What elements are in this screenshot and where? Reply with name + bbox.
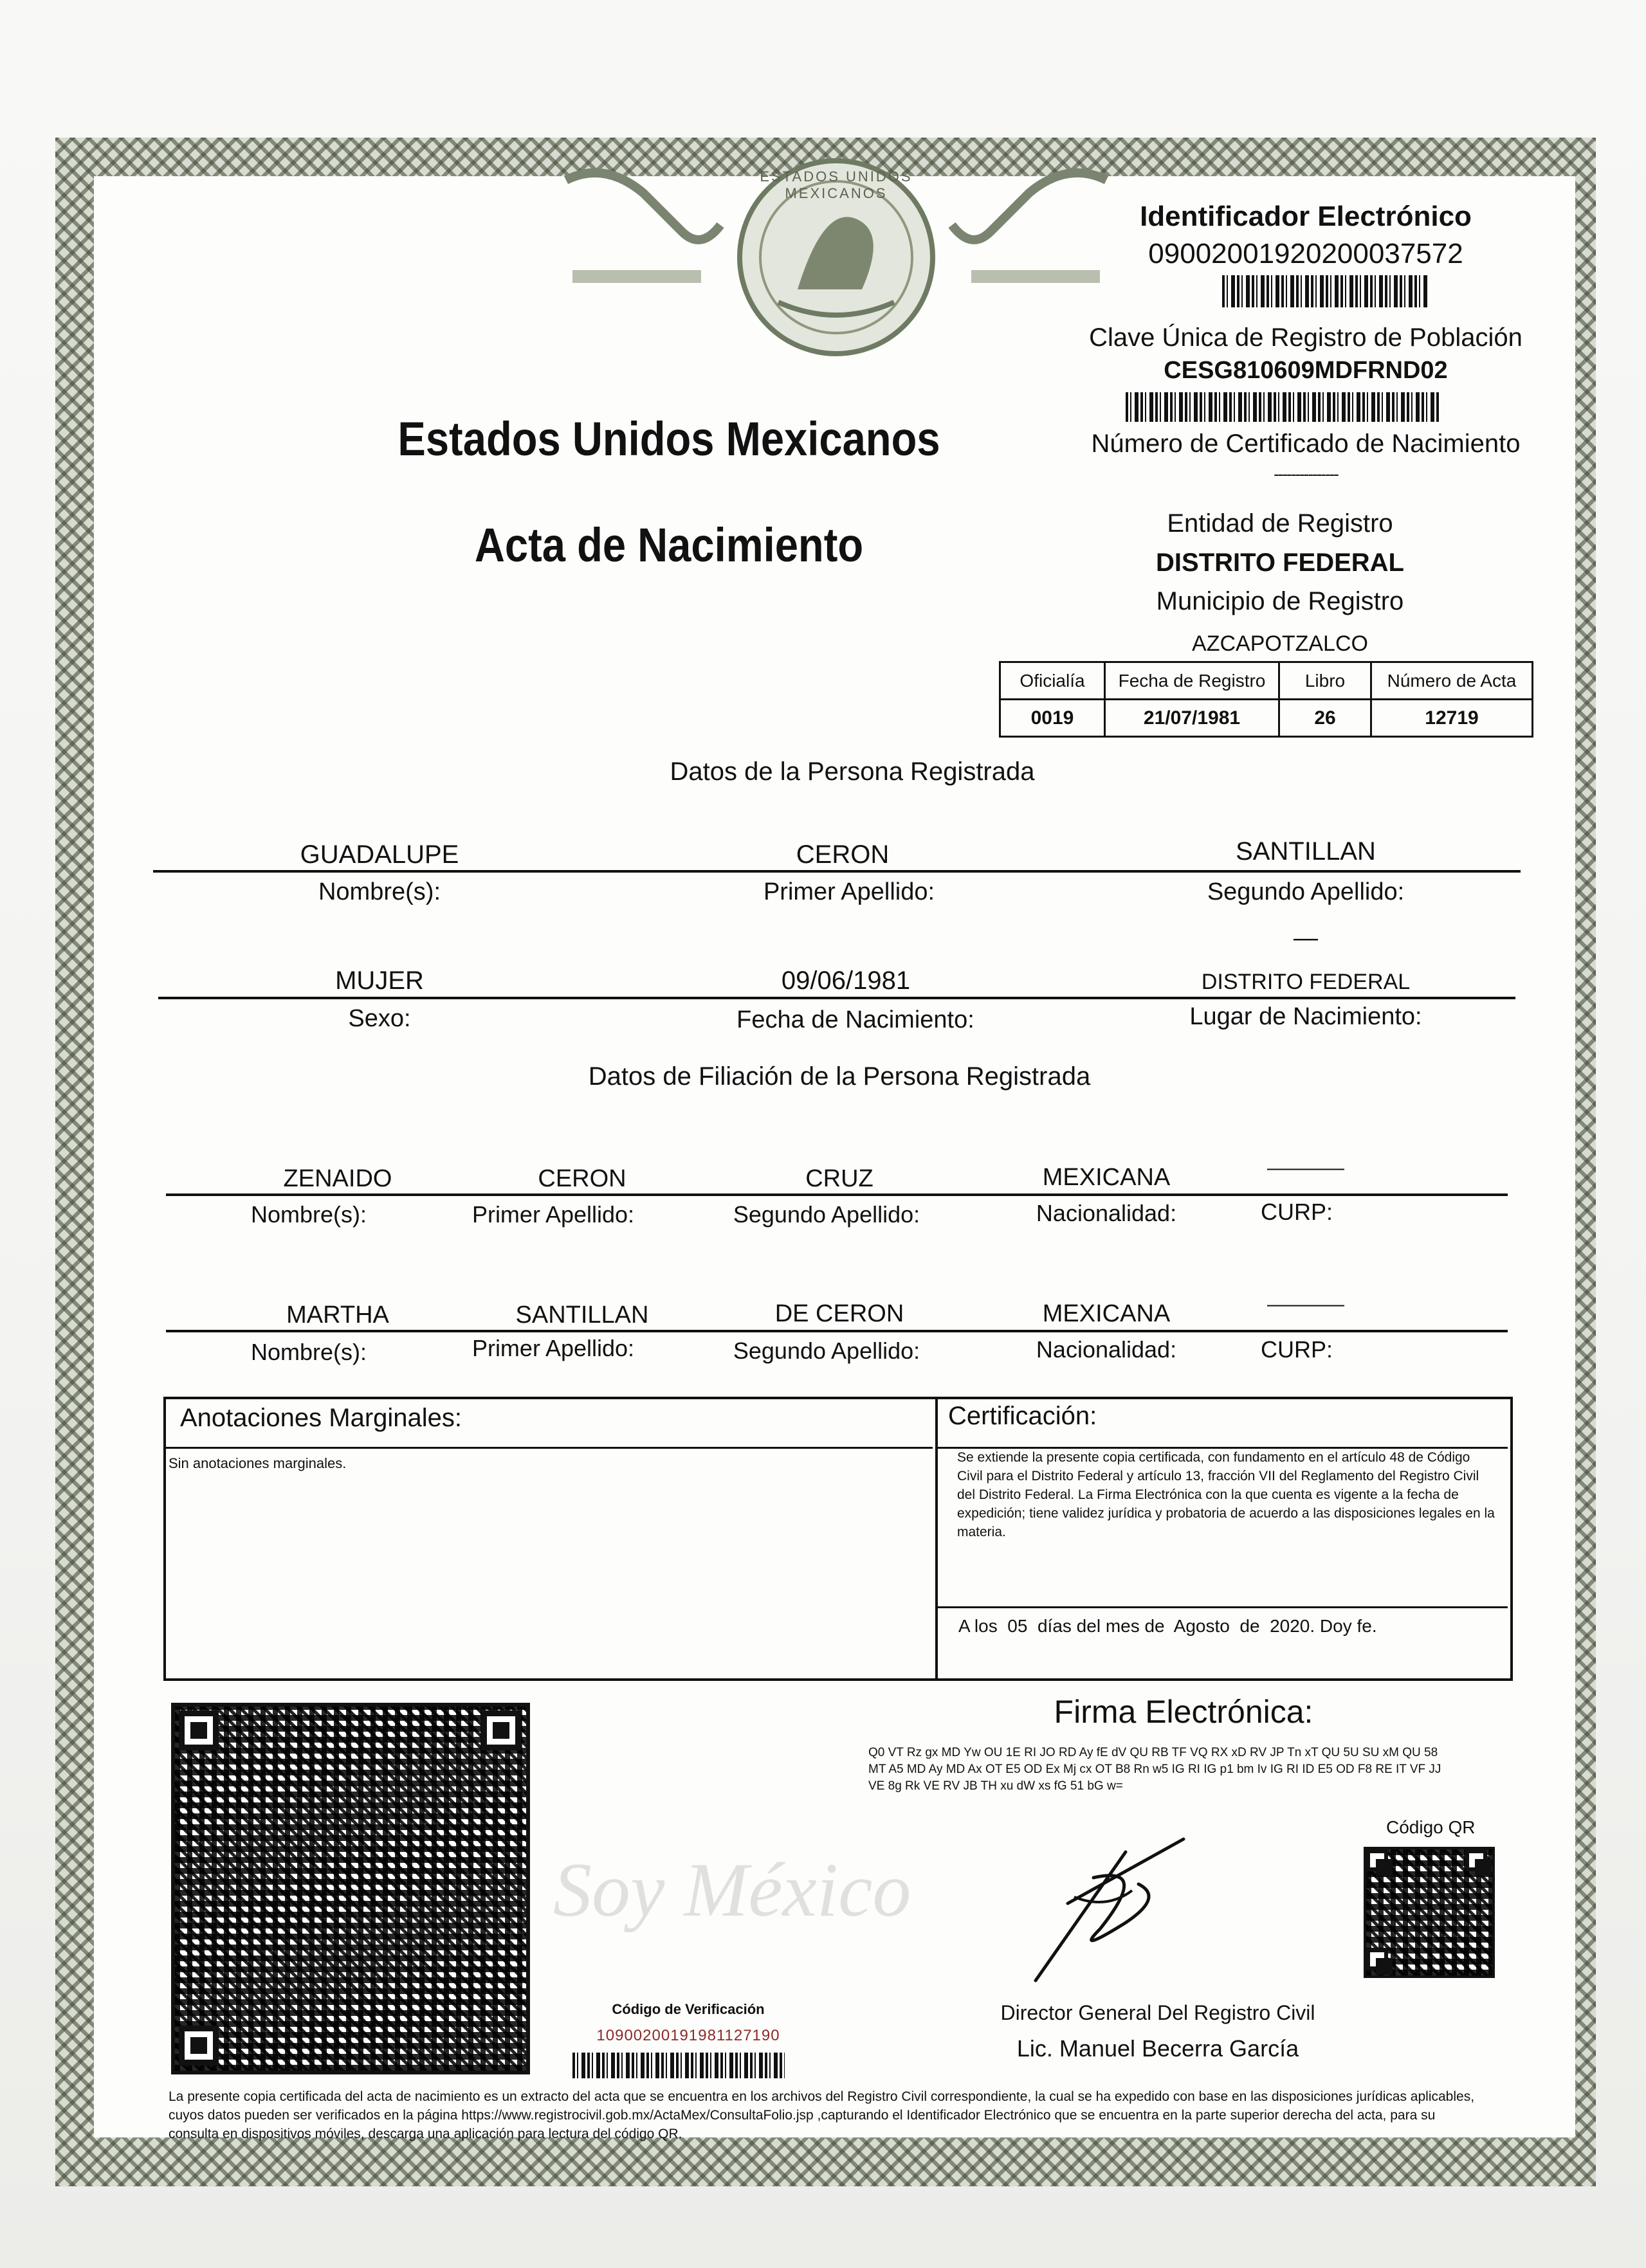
madre-nombre: MARTHA	[286, 1302, 389, 1329]
madre-primer-apellido: SANTILLAN	[515, 1302, 649, 1329]
curp-value: CESG810609MDFRND02	[1164, 357, 1448, 384]
country-title: Estados Unidos Mexicanos	[398, 412, 940, 466]
municipio-value: AZCAPOTZALCO	[1192, 631, 1368, 656]
small-qr-finder-tl	[1366, 1849, 1388, 1871]
footer-text: La presente copia certificada del acta de nacimiento es un extracto del acta que se encuentra en los archivos del Registro Civil correspondiente, la cual se ha expedido con base en las disposiciones jurídicas aplicables, cuyos datos pueden ser verificados en la página https://www.registrocivil.gob.mx/ActaMex/ConsultaFolio.jsp ,capturando el Identificador Electrónico que se encuentra en la parte superior derecha del acta, para su consulta en dispositivos móviles, descarga una aplicación para lectura del código QR.	[169, 2089, 1475, 2141]
registro-libro: 26	[1279, 700, 1371, 737]
verificacion-value: 109002001919811271​90	[596, 2027, 780, 2044]
persona-lugar-nacimiento: DISTRITO FEDERAL	[1201, 970, 1411, 994]
entidad-label: Entidad de Registro	[1167, 509, 1393, 538]
qr-finder-tr	[481, 1710, 521, 1750]
filiacion-section-title: Datos de Filiación de la Persona Registrada	[588, 1062, 1091, 1091]
certificacion-fecha: A los 05 días del mes de Agosto de 2020. Doy fe.	[958, 1616, 1377, 1636]
identificador-label: Identificador Electrónico	[1140, 201, 1472, 232]
verificacion-barcode	[572, 2053, 785, 2078]
registro-fecha: 21/07/1981	[1105, 700, 1279, 737]
verificacion-label: Código de Verificación	[612, 2001, 765, 2017]
persona-lugar-label: Lugar de Nacimiento:	[1189, 1003, 1422, 1030]
persona-sexo: MUJER	[335, 966, 424, 995]
persona-fecha-nacimiento: 09/06/1981	[781, 966, 911, 995]
certificado-label: Número de Certificado de Nacimiento	[1091, 430, 1521, 458]
certificacion-divider-bottom	[938, 1606, 1508, 1608]
municipio-label: Municipio de Registro	[1156, 587, 1404, 615]
padre-segundo-apellido: CRUZ	[805, 1165, 873, 1192]
registro-header-numero: Número de Acta	[1371, 662, 1533, 700]
padre-primer-apellido: CERON	[538, 1165, 626, 1192]
anotaciones-text: Sin anotaciones marginales.	[169, 1455, 347, 1471]
qr-finder-bl	[179, 2026, 219, 2065]
persona-nombre-label: Nombre(s):	[318, 878, 441, 905]
persona-primer-apellido-label: Primer Apellido:	[763, 878, 935, 905]
persona-sexo-label: Sexo:	[348, 1005, 411, 1032]
document-title: Acta de Nacimiento	[474, 518, 864, 572]
certificacion-title: Certificación:	[948, 1402, 1097, 1430]
director-name: Lic. Manuel Becerra García	[1016, 2035, 1299, 2062]
padre-primer-apellido-label: Primer Apellido:	[471, 1201, 635, 1228]
curp-barcode	[1126, 392, 1441, 422]
watermark-soy-mexico: Soy México	[553, 1847, 911, 1932]
firma-hash: Q0 VT Rz gx MD Yw OU 1E RI JO RD Ay fE dV QU RB TF VQ RX xD RV JP Tn xT QU 5U SU xM QU 58 MT A5 MD Ay MD Ax OT E5 OD Ex Mj cx OT B8 Rn w5 IG RI IG p1 bm Iv IG RI ID E5 OD F8 RE IT VF JJ VE 8g Rk VE RV JB TH xu dW xs fG 51 bG w=	[868, 1746, 1441, 1793]
certificado-value: ---------------	[1274, 464, 1338, 484]
persona-primer-apellido: CERON	[796, 840, 890, 869]
curp-label: Clave Única de Registro de Población	[1089, 323, 1523, 352]
madre-nombre-label: Nombre(s):	[250, 1339, 367, 1365]
persona-segundo-apellido: SANTILLAN	[1236, 837, 1376, 866]
padre-nacionalidad-label: Nacionalidad:	[1036, 1200, 1177, 1226]
madre-segundo-apellido-label: Segundo Apellido:	[733, 1338, 920, 1364]
padre-nombre: ZENAIDO	[283, 1165, 392, 1192]
madre-segundo-apellido: DE CERON	[774, 1300, 904, 1327]
padre-curp-label: CURP:	[1261, 1199, 1333, 1225]
firma-title: Firma Electrónica:	[1054, 1694, 1313, 1730]
anotaciones-box	[163, 1397, 938, 1681]
registro-header-oficialia: Oficialía	[1000, 662, 1105, 700]
anotaciones-divider	[166, 1447, 933, 1449]
madre-line	[166, 1330, 1508, 1332]
madre-primer-apellido-label: Primer Apellido:	[471, 1335, 635, 1361]
registro-numero: 12719	[1371, 700, 1533, 737]
padre-segundo-apellido-label: Segundo Apellido:	[733, 1201, 920, 1228]
entidad-value: DISTRITO FEDERAL	[1156, 549, 1404, 577]
persona-line-1	[153, 870, 1521, 873]
registro-header-fecha: Fecha de Registro	[1105, 662, 1279, 700]
anotaciones-title: Anotaciones Marginales:	[180, 1404, 462, 1432]
persona-fecha-label: Fecha de Nacimiento:	[736, 1006, 974, 1033]
padre-nombre-label: Nombre(s):	[250, 1201, 367, 1228]
seal-text: ESTADOS UNIDOS MEXICANOS	[760, 168, 913, 201]
qr-finder-tl	[179, 1710, 219, 1750]
director-signature	[1029, 1826, 1209, 1993]
padre-line	[166, 1193, 1508, 1196]
identificador-barcode	[1222, 275, 1428, 307]
director-title: Director General Del Registro Civil	[1000, 2001, 1315, 2024]
certificacion-text: Se extiende la presente copia certificada, con fundamento en el artículo 48 de Código Civil para el Distrito Federal y artículo 13, fracción VII del Reglamento del Registro Civil del Distrito Federal. La Firma Electrónica con la que cuenta es vigente a la fecha de expedición; tiene validez jurídica y probatoria de acuerdo a las disposiciones legales en la materia.	[957, 1450, 1495, 1539]
persona-segundo-apellido-label: Segundo Apellido:	[1207, 878, 1405, 905]
registro-table	[999, 661, 1533, 738]
padre-curp-value: ————	[1267, 1157, 1344, 1179]
padre-nacionalidad: MEXICANA	[1042, 1164, 1171, 1191]
madre-curp-value: ————	[1267, 1294, 1344, 1315]
registro-header-libro: Libro	[1279, 662, 1371, 700]
small-qr-finder-bl	[1366, 1948, 1388, 1970]
madre-nacionalidad: MEXICANA	[1042, 1300, 1171, 1327]
qr-label: Código QR	[1386, 1817, 1476, 1837]
segundo-apellido-dash: —	[1294, 925, 1318, 952]
persona-nombre: GUADALUPE	[300, 840, 459, 869]
small-qr-finder-tr	[1465, 1849, 1487, 1871]
persona-line-2	[158, 997, 1515, 999]
persona-section-title: Datos de la Persona Registrada	[670, 758, 1035, 786]
registro-oficialia: 0019	[1000, 700, 1105, 737]
madre-curp-label: CURP:	[1261, 1336, 1333, 1363]
madre-nacionalidad-label: Nacionalidad:	[1036, 1336, 1177, 1363]
identificador-value: 09002001920200037572	[1148, 238, 1463, 269]
verification-qr-code	[171, 1703, 530, 2074]
